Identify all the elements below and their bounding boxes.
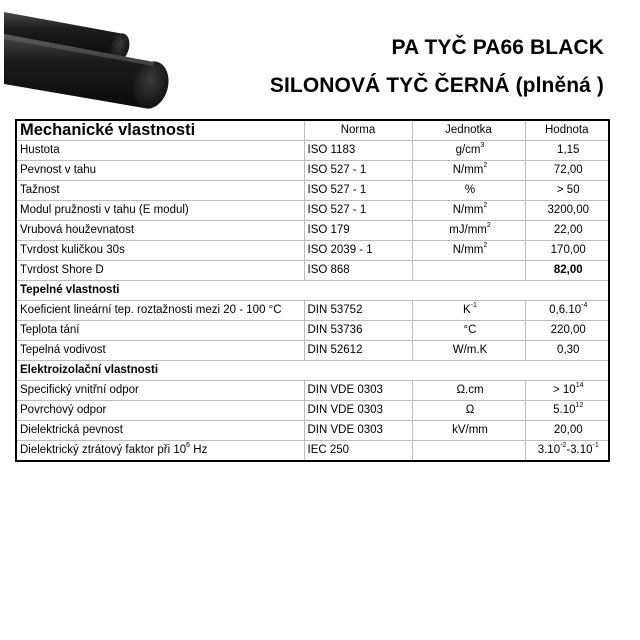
- property-name: Teplota tání: [17, 321, 304, 341]
- property-value: 220,00: [525, 321, 608, 341]
- property-name: Vrubová houževnatost: [17, 221, 304, 241]
- property-unit: $mJ/mm^2$: [412, 221, 525, 241]
- table-row: [17, 401, 608, 421]
- table-row: [17, 201, 608, 221]
- section-row-thermal: [17, 281, 608, 301]
- property-norma: DIN 53736: [304, 321, 412, 341]
- table-row: [17, 261, 608, 281]
- property-unit: [412, 261, 525, 281]
- property-norma: DIN 53752: [304, 301, 412, 321]
- property-unit: [412, 441, 525, 461]
- table-row: [17, 221, 608, 241]
- property-name: Modul pružnosti v tahu (E modul): [17, 201, 304, 221]
- table-row: [17, 381, 608, 401]
- property-value: > $10^{14}$: [525, 381, 608, 401]
- property-unit: $g/cm^3$: [412, 141, 525, 161]
- property-unit: $K^{-1}$: [412, 301, 525, 321]
- property-unit: Ω.cm: [412, 381, 525, 401]
- table-row: [17, 421, 608, 441]
- property-norma: ISO 179: [304, 221, 412, 241]
- properties-table: [17, 121, 608, 460]
- property-value: $0,6.10^{-4}$: [525, 301, 608, 321]
- column-header-value: Hodnota: [525, 121, 608, 141]
- property-value: > 50: [525, 181, 608, 201]
- property-unit: $N/mm^2$: [412, 201, 525, 221]
- table-row: [17, 341, 608, 361]
- table-row: [17, 321, 608, 341]
- property-norma: DIN VDE 0303: [304, 401, 412, 421]
- section-row-electrical: [17, 361, 608, 381]
- column-header-unit: Jednotka: [412, 121, 525, 141]
- property-name: Povrchový odpor: [17, 401, 304, 421]
- property-name: Tepelná vodivost: [17, 341, 304, 361]
- property-norma: DIN 52612: [304, 341, 412, 361]
- property-norma: ISO 527 - 1: [304, 161, 412, 181]
- property-norma: IEC 250: [304, 441, 412, 461]
- property-unit: $N/mm^2$: [412, 241, 525, 261]
- property-value: 170,00: [525, 241, 608, 261]
- property-value: 3200,00: [525, 201, 608, 221]
- property-value: 72,00: [525, 161, 608, 181]
- property-norma: ISO 2039 - 1: [304, 241, 412, 261]
- property-name: Dielektrický ztrátový faktor při $10^6$ Hz: [17, 441, 304, 461]
- table-row: [17, 181, 608, 201]
- property-value: 1,15: [525, 141, 608, 161]
- property-value: 5.10$^{12}$: [525, 401, 608, 421]
- property-unit: °C: [412, 321, 525, 341]
- product-title: PA TYČ PA66 BLACK: [391, 36, 604, 59]
- property-unit: kV/mm: [412, 421, 525, 441]
- property-name: Dielektrická pevnost: [17, 421, 304, 441]
- property-value: 82,00: [525, 261, 608, 281]
- property-unit: W/m.K: [412, 341, 525, 361]
- product-subtitle: SILONOVÁ TYČ ČERNÁ (plněná ): [269, 74, 604, 97]
- table-header-row: [17, 121, 608, 141]
- property-value: $3.10^{-2}-3.10^{-1}$: [537, 442, 599, 456]
- property-norma: DIN VDE 0303: [304, 381, 412, 401]
- property-value: 0,30: [525, 341, 608, 361]
- properties-sheet: [15, 119, 610, 462]
- table-row: [17, 141, 608, 161]
- property-value: 20,00: [525, 421, 608, 441]
- property-name: Specifický vnitřní odpor: [17, 381, 304, 401]
- table-row: [17, 441, 608, 461]
- property-name: Tažnost: [17, 181, 304, 201]
- property-norma: ISO 527 - 1: [304, 181, 412, 201]
- section-title-thermal: Tepelné vlastnosti: [17, 281, 608, 301]
- property-name: Hustota: [17, 141, 304, 161]
- table-row: [17, 301, 608, 321]
- property-value: 22,00: [525, 221, 608, 241]
- table-row: [17, 161, 608, 181]
- column-header-norma: Norma: [304, 121, 412, 141]
- product-rods-image: [4, 4, 184, 112]
- property-unit: %: [412, 181, 525, 201]
- property-norma: DIN VDE 0303: [304, 421, 412, 441]
- property-name: Koeficient lineární tep. roztažnosti mezi 20 - 100 °C: [17, 301, 304, 321]
- property-norma: ISO 527 - 1: [304, 201, 412, 221]
- property-norma: ISO 1183: [304, 141, 412, 161]
- property-name: Pevnost v tahu: [17, 161, 304, 181]
- section-title-mechanical: Mechanické vlastnosti: [17, 121, 304, 141]
- property-norma: ISO 868: [304, 261, 412, 281]
- property-unit: Ω: [412, 401, 525, 421]
- table-row: [17, 241, 608, 261]
- property-name: Tvrdost Shore D: [17, 261, 304, 281]
- section-title-electrical: Elektroizolační vlastnosti: [17, 361, 608, 381]
- property-unit: $N/mm^2$: [412, 161, 525, 181]
- property-name: Tvrdost kuličkou 30s: [17, 241, 304, 261]
